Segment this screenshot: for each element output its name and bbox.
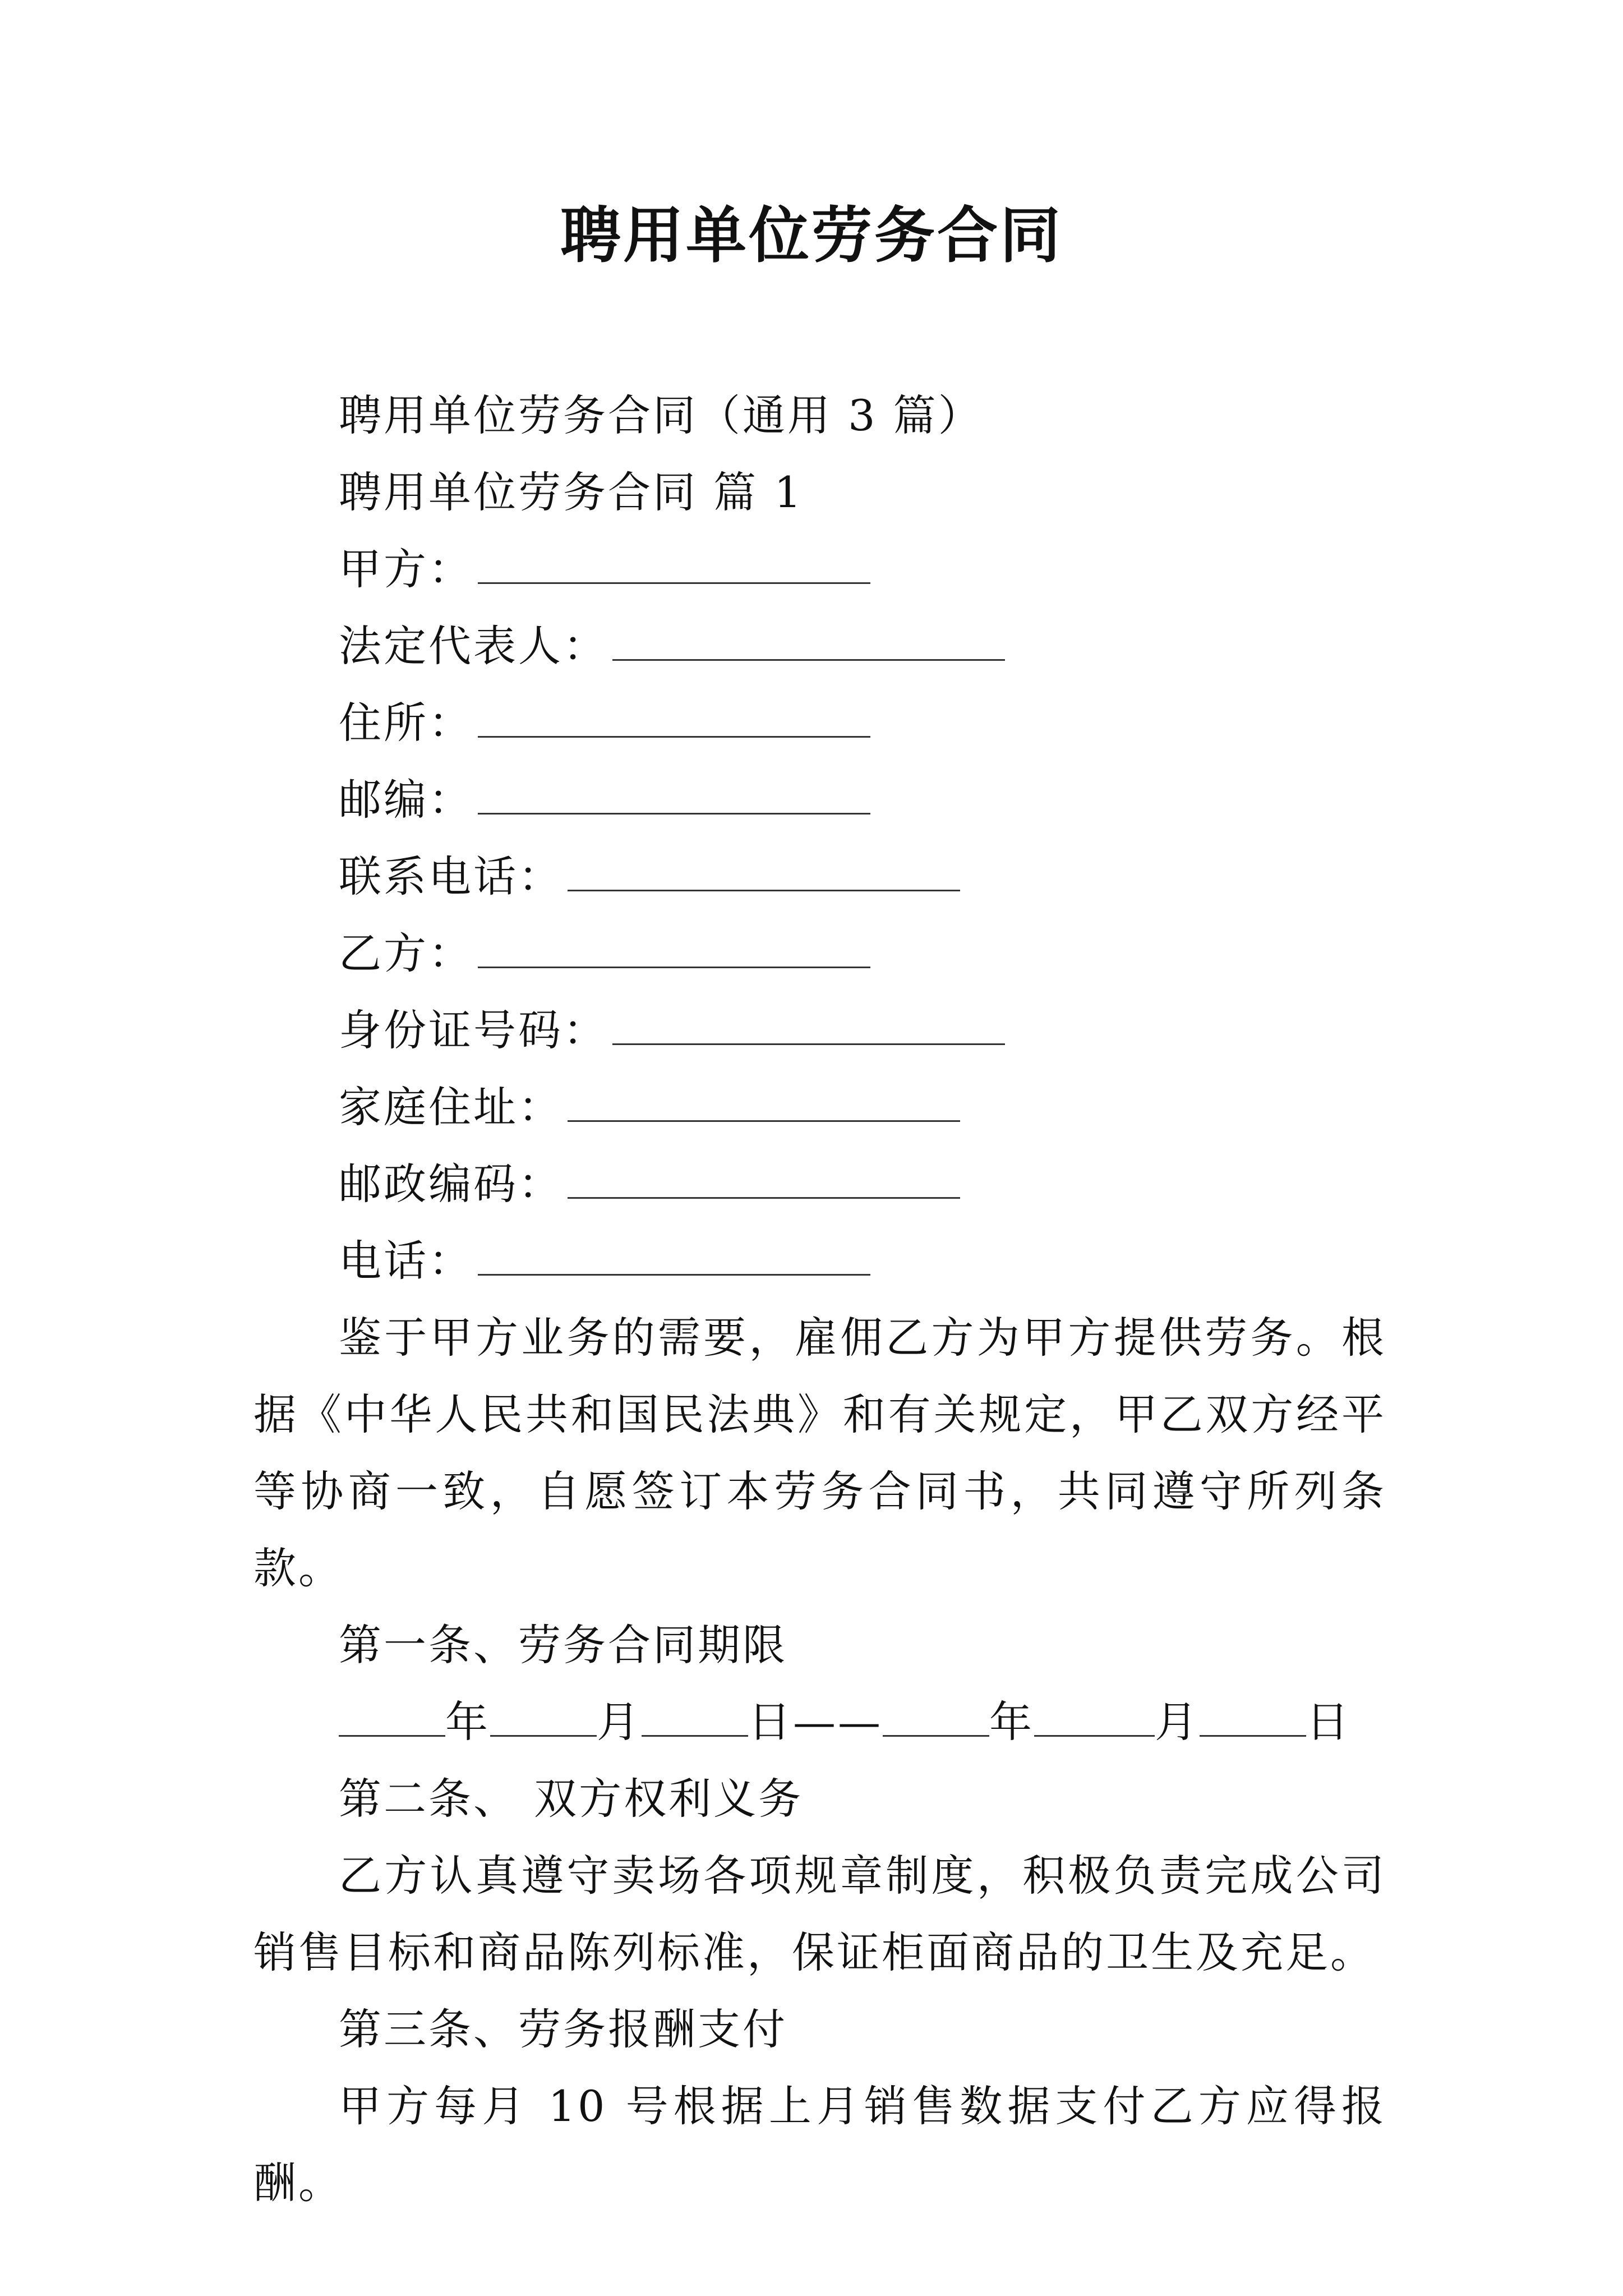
article-2-title: 第二条、 双方权利义务 xyxy=(339,1774,804,1824)
field-label: 乙方： xyxy=(339,928,473,978)
contract-period-date-line xyxy=(253,1683,1386,1760)
fill-in-blank[interactable] xyxy=(478,931,870,968)
day-label: 日 xyxy=(1306,1697,1351,1747)
fill-in-blank[interactable] xyxy=(612,1007,1005,1045)
field-legal-representative xyxy=(253,608,1386,684)
article-1-title: 第一条、劳务合同期限 xyxy=(339,1620,787,1670)
document-body xyxy=(253,377,1386,2221)
field-label: 身份证号码： xyxy=(339,1005,608,1055)
year-label: 年 xyxy=(989,1697,1034,1747)
section-heading: 聘用单位劳务合同 篇 1 xyxy=(339,467,804,517)
document-subtitle: 聘用单位劳务合同（通用 3 篇） xyxy=(339,390,983,440)
intro-paragraph: 鉴于甲方业务的需要，雇佣乙方为甲方提供劳务。根据《中华人民共和国民法典》和有关规定，甲乙双方经平等协商一致，自愿签订本劳务合同书，共同遵守所列条款。 xyxy=(253,1313,1386,1593)
end-year-blank[interactable] xyxy=(883,1699,989,1737)
fill-in-blank[interactable] xyxy=(568,854,960,891)
field-residence xyxy=(253,684,1386,761)
end-day-blank[interactable] xyxy=(1200,1699,1306,1737)
start-month-blank[interactable] xyxy=(490,1699,597,1737)
field-phone xyxy=(253,1222,1386,1299)
article-3-paragraph: 甲方每月 10 号根据上月销售数据支付乙方应得报酬。 xyxy=(253,2081,1386,2208)
start-year-blank[interactable] xyxy=(339,1699,445,1737)
field-postcode xyxy=(253,761,1386,838)
field-label: 联系电话： xyxy=(339,852,563,901)
month-label: 月 xyxy=(1155,1697,1200,1747)
field-label: 住所： xyxy=(339,698,473,748)
field-id-number xyxy=(253,992,1386,1069)
fill-in-blank[interactable] xyxy=(478,546,870,584)
field-home-address xyxy=(253,1069,1386,1145)
article-3-title: 第三条、劳务报酬支付 xyxy=(339,2004,787,2054)
fill-in-blank[interactable] xyxy=(478,777,870,815)
year-label: 年 xyxy=(445,1697,490,1747)
fill-in-blank[interactable] xyxy=(478,1238,870,1276)
end-month-blank[interactable] xyxy=(1034,1699,1155,1737)
month-label: 月 xyxy=(597,1697,642,1747)
fill-in-blank[interactable] xyxy=(478,700,870,738)
field-contact-phone xyxy=(253,838,1386,915)
date-range-dash: —— xyxy=(793,1697,883,1747)
day-label: 日 xyxy=(748,1697,793,1747)
field-label: 邮政编码： xyxy=(339,1159,563,1209)
start-day-blank[interactable] xyxy=(642,1699,748,1737)
document-title: 聘用单位劳务合同 xyxy=(560,200,1063,271)
field-postal-code xyxy=(253,1145,1386,1222)
fill-in-blank[interactable] xyxy=(568,1084,960,1122)
field-label: 甲方： xyxy=(339,544,473,594)
fill-in-blank[interactable] xyxy=(612,623,1005,661)
field-label: 电话： xyxy=(339,1236,473,1286)
field-label: 法定代表人： xyxy=(339,621,608,671)
fill-in-blank[interactable] xyxy=(568,1161,960,1199)
article-2-paragraph: 乙方认真遵守卖场各项规章制度，积极负责完成公司销售目标和商品陈列标准，保证柜面商品的卫生及充足。 xyxy=(253,1851,1386,1977)
field-label: 家庭住址： xyxy=(339,1082,563,1132)
field-party-a xyxy=(253,531,1386,608)
field-party-b xyxy=(253,915,1386,992)
field-label: 邮编： xyxy=(339,775,473,825)
